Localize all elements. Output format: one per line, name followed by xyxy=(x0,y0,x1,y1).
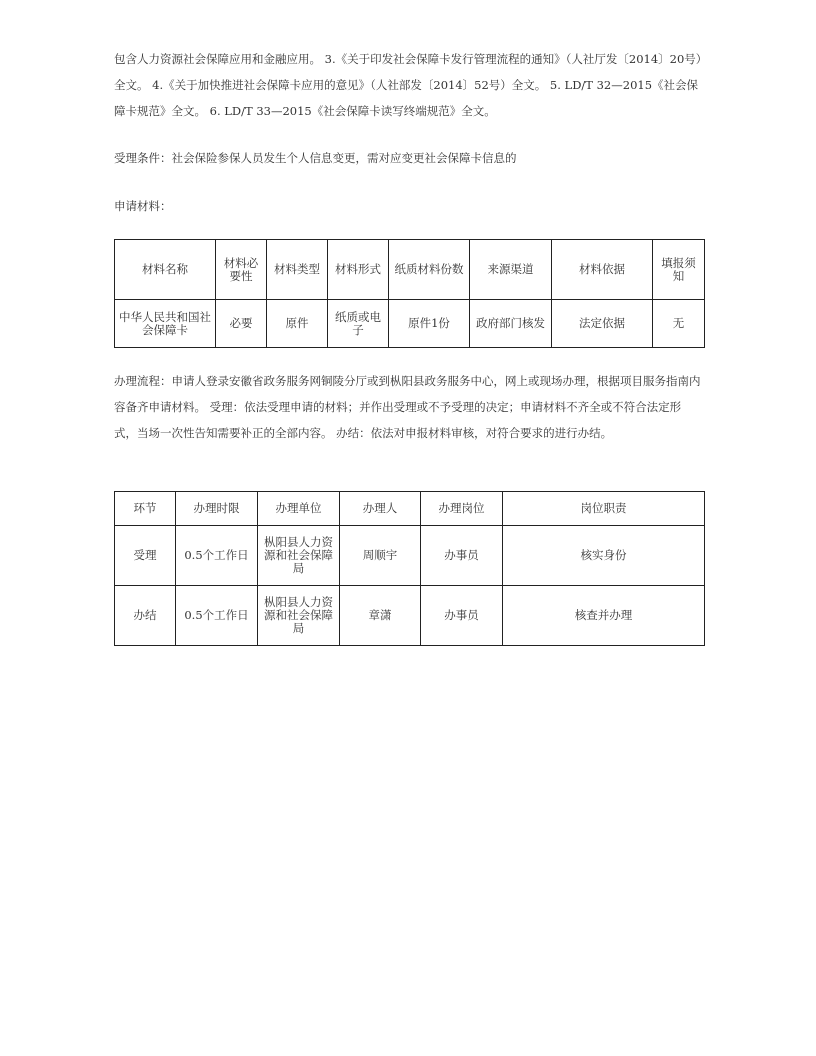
table-cell: 受理 xyxy=(115,526,176,586)
header-cell: 来源渠道 xyxy=(470,240,552,300)
table-cell: 枞阳县人力资源和社会保障局 xyxy=(258,526,340,586)
table-cell: 办事员 xyxy=(421,586,503,646)
table-cell: 政府部门核发 xyxy=(470,300,552,348)
table-header-row xyxy=(115,492,705,526)
header-cell: 材料必要性 xyxy=(216,240,267,300)
header-cell: 纸质材料份数 xyxy=(389,240,470,300)
table-cell: 原件 xyxy=(267,300,328,348)
table-header-row xyxy=(115,240,705,300)
table-cell: 0.5个工作日 xyxy=(176,526,258,586)
table-cell: 无 xyxy=(653,300,705,348)
table-row xyxy=(115,300,705,348)
header-cell: 填报须知 xyxy=(653,240,705,300)
header-cell: 办理人 xyxy=(340,492,421,526)
header-cell: 材料类型 xyxy=(267,240,328,300)
header-cell: 办理时限 xyxy=(176,492,258,526)
materials-heading: 申请材料： xyxy=(114,199,172,213)
table-cell: 核查并办理 xyxy=(503,586,705,646)
table-cell: 章潇 xyxy=(340,586,421,646)
process-table xyxy=(114,491,705,646)
table-cell: 周顺宇 xyxy=(340,526,421,586)
table-cell: 原件1份 xyxy=(389,300,470,348)
table-cell: 办结 xyxy=(115,586,176,646)
header-cell: 岗位职责 xyxy=(503,492,705,526)
table-cell: 办事员 xyxy=(421,526,503,586)
table-cell: 必要 xyxy=(216,300,267,348)
header-cell: 材料形式 xyxy=(328,240,389,300)
table-row xyxy=(115,586,705,646)
table-row xyxy=(115,526,705,586)
table-cell: 中华人民共和国社会保障卡 xyxy=(115,300,216,348)
table-cell: 枞阳县人力资源和社会保障局 xyxy=(258,586,340,646)
table-cell: 0.5个工作日 xyxy=(176,586,258,646)
header-cell: 办理岗位 xyxy=(421,492,503,526)
table-cell: 核实身份 xyxy=(503,526,705,586)
materials-table xyxy=(114,239,705,348)
legal-basis-paragraph: 包含人力资源社会保障应用和金融应用。 3.《关于印发社会保障卡发行管理流程的通知》（人社厅发〔2014〕20号）全文。 4.《关于加快推进社会保障卡应用的意见》（人社部发〔2014〕52号）全文。 5. LD/T 32—2015《社会保障卡规范》全文。 6. LD/T 33—2015《社会保障卡读写终端规范》全文。 xyxy=(114,52,702,118)
process-paragraph: 办理流程：申请人登录安徽省政务服务网铜陵分厅或到枞阳县政务服务中心，网上或现场办理，根据项目服务指南内容备齐申请材料。 受理：依法受理申请的材料；并作出受理或不予受理的决定；申请材料不齐全或不符合法定形式，当场一次性告知需要补正的全部内容。 办结：依法对申报材料审核，对符合要求的进行办结。 xyxy=(114,374,701,440)
header-cell: 材料名称 xyxy=(115,240,216,300)
header-cell: 材料依据 xyxy=(552,240,653,300)
header-cell: 办理单位 xyxy=(258,492,340,526)
table-cell: 法定依据 xyxy=(552,300,653,348)
acceptance-condition: 受理条件：社会保险参保人员发生个人信息变更，需对应变更社会保障卡信息的 xyxy=(114,151,517,165)
table-cell: 纸质或电子 xyxy=(328,300,389,348)
header-cell: 环节 xyxy=(115,492,176,526)
